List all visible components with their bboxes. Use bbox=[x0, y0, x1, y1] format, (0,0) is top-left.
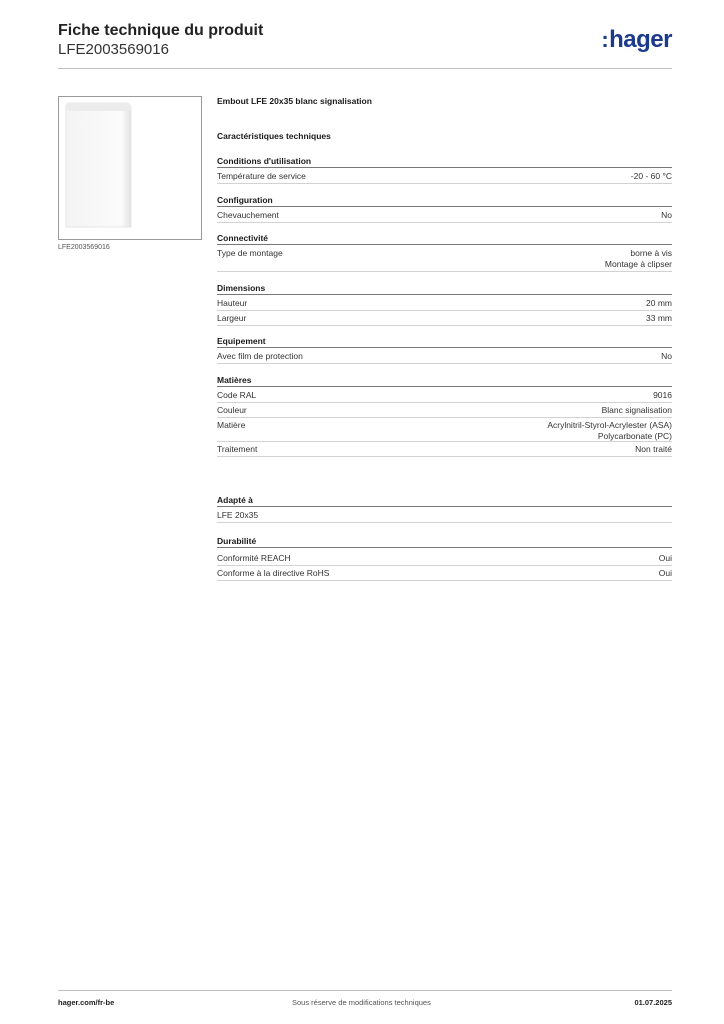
spec-value: 20 mm bbox=[646, 298, 672, 308]
section-title-dimensions: Dimensions bbox=[217, 283, 266, 293]
spec-row bbox=[217, 420, 672, 442]
spec-value-line: borne à vis bbox=[630, 248, 672, 258]
section-title-conditions: Conditions d'utilisation bbox=[217, 156, 312, 166]
product-image-caption: LFE2003569016 bbox=[58, 244, 110, 251]
section-title-durabilite: Durabilité bbox=[217, 536, 257, 546]
row-divider bbox=[217, 417, 672, 418]
row-divider bbox=[217, 580, 672, 581]
spec-label: LFE 20x35 bbox=[217, 510, 259, 520]
section-divider bbox=[217, 294, 672, 295]
section-divider bbox=[217, 347, 672, 348]
row-divider bbox=[217, 565, 672, 566]
product-reference: LFE2003569016 bbox=[58, 41, 169, 58]
spec-label: Conformité REACH bbox=[217, 553, 291, 563]
section-divider bbox=[217, 244, 672, 245]
footer-website-link[interactable]: hager.com/fr-be bbox=[58, 998, 115, 1007]
row-divider bbox=[217, 222, 672, 223]
spec-heading: Caractéristiques techniques bbox=[217, 131, 331, 141]
row-divider bbox=[217, 325, 672, 326]
row-divider bbox=[217, 183, 672, 184]
spec-label: Hauteur bbox=[217, 298, 248, 308]
spec-label: Type de montage bbox=[217, 248, 283, 258]
row-divider bbox=[217, 402, 672, 403]
section-divider bbox=[217, 506, 672, 507]
spec-value: 9016 bbox=[653, 390, 672, 400]
section-divider bbox=[217, 167, 672, 168]
spec-value: Oui bbox=[658, 553, 672, 563]
spec-value-line: Acrylnitril-Styrol-Acrylester (ASA) bbox=[547, 420, 672, 430]
spec-label: Couleur bbox=[217, 405, 247, 415]
spec-label: Conforme à la directive RoHS bbox=[217, 568, 330, 578]
row-divider bbox=[217, 441, 672, 442]
logo-text: hager bbox=[609, 26, 672, 53]
section-title-configuration: Configuration bbox=[217, 195, 273, 205]
product-name: Embout LFE 20x35 blanc signalisation bbox=[217, 96, 372, 106]
spec-value bbox=[547, 420, 672, 442]
spec-value: Non traité bbox=[635, 444, 672, 454]
header-divider bbox=[58, 68, 672, 69]
spec-value: No bbox=[661, 351, 672, 361]
spec-row bbox=[217, 248, 672, 270]
section-title-connectivite: Connectivité bbox=[217, 233, 269, 243]
footer-notice: Sous réserve de modifications techniques bbox=[292, 998, 431, 1007]
section-title-matieres: Matières bbox=[217, 375, 252, 385]
page-title: Fiche technique du produit bbox=[58, 22, 264, 39]
product-image-frame bbox=[58, 96, 202, 240]
footer-divider bbox=[58, 990, 672, 991]
spec-value bbox=[605, 248, 672, 270]
row-divider bbox=[217, 310, 672, 311]
spec-label: Avec film de protection bbox=[217, 351, 303, 361]
row-divider bbox=[217, 522, 672, 523]
page-header bbox=[58, 20, 672, 70]
section-title-equipement: Equipement bbox=[217, 336, 266, 346]
spec-value: Oui bbox=[658, 568, 672, 578]
spec-label: Largeur bbox=[217, 313, 247, 323]
spec-value-line: Polycarbonate (PC) bbox=[597, 431, 672, 441]
footer-date: 01.07.2025 bbox=[634, 998, 672, 1007]
row-divider bbox=[217, 271, 672, 272]
spec-label: Code RAL bbox=[217, 390, 257, 400]
spec-value: Blanc signalisation bbox=[601, 405, 672, 415]
section-divider bbox=[217, 206, 672, 207]
spec-label: Température de service bbox=[217, 171, 306, 181]
section-divider bbox=[217, 547, 672, 548]
spec-label: Matière bbox=[217, 420, 246, 430]
hager-logo bbox=[601, 26, 672, 54]
row-divider bbox=[217, 456, 672, 457]
section-title-adapte: Adapté à bbox=[217, 495, 253, 505]
spec-value: No bbox=[661, 210, 672, 220]
spec-value: -20 - 60 °C bbox=[630, 171, 672, 181]
product-image bbox=[63, 101, 135, 231]
spec-value: 33 mm bbox=[646, 313, 672, 323]
row-divider bbox=[217, 363, 672, 364]
spec-label: Chevauchement bbox=[217, 210, 279, 220]
spec-label: Traitement bbox=[217, 444, 258, 454]
logo-dots: : bbox=[601, 27, 609, 52]
spec-value-line: Montage à clipser bbox=[604, 259, 672, 269]
section-divider bbox=[217, 386, 672, 387]
